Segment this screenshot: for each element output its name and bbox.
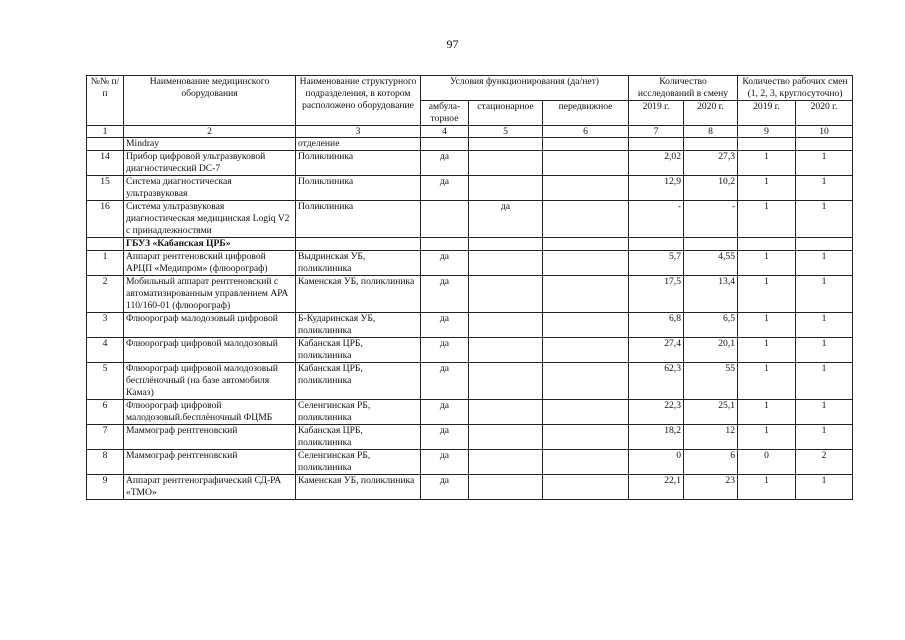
column-number: 4 [421,126,469,138]
cell-equipment: Система диагностическая ультразвуковая [124,176,296,201]
header-mobile: передвижное [543,101,629,126]
cell-num: 2 [87,276,124,313]
cell-shifts-2019: 1 [738,276,796,313]
cell-num: 7 [87,425,124,450]
cell-mobile [543,313,629,338]
cell-ambulatory: да [421,338,469,363]
cell-research-2020: 4,55 [684,251,738,276]
cell-unit: отделение [296,138,421,151]
column-number: 9 [738,126,796,138]
table-row [87,313,853,338]
cell-stationary [469,251,543,276]
cell-unit: Поликлиника [296,201,421,238]
cell-shifts-2019: 1 [738,313,796,338]
equipment-table [86,75,853,500]
cell-unit: Кабанская ЦРБ, поликлиника [296,363,421,400]
table-row [87,400,853,425]
header-shifts-2020: 2020 г. [796,101,853,126]
table-row [87,475,853,500]
table-row-continuation [87,138,853,151]
cell-num: 8 [87,450,124,475]
cell-equipment: Флюорограф цифровой малодозовый бесплёночный (на базе автомобиля Камаз) [124,363,296,400]
cell-shifts-2019: 1 [738,475,796,500]
cell-mobile [543,201,629,238]
cell-research-2020: 20,1 [684,338,738,363]
cell-research-2019: 12,9 [629,176,684,201]
cell-ambulatory: да [421,475,469,500]
table-row [87,201,853,238]
cell-shifts-2020: 1 [796,425,853,450]
header-conditions: Условия функционирования (да/нет) [421,76,629,101]
table-row [87,363,853,400]
cell-ambulatory: да [421,450,469,475]
cell-equipment: Флюорограф малодозовый цифровой [124,313,296,338]
cell-stationary: да [469,201,543,238]
cell-shifts-2020: 1 [796,201,853,238]
cell-research-2019: 5,7 [629,251,684,276]
cell-ambulatory: да [421,251,469,276]
column-number: 8 [684,126,738,138]
cell-mobile [543,151,629,176]
cell-num: 3 [87,313,124,338]
cell-unit: Селенгинская РБ, поликлиника [296,450,421,475]
cell-num: 15 [87,176,124,201]
section-row [87,238,853,251]
cell-ambulatory: да [421,313,469,338]
cell-num: 14 [87,151,124,176]
cell-equipment: Флюорограф цифровой малодозовый [124,338,296,363]
cell-shifts-2019: 1 [738,176,796,201]
cell-unit: Селенгинская РБ, поликлиника [296,400,421,425]
cell-research-2020: 23 [684,475,738,500]
cell-equipment: Маммограф рентгеновский [124,425,296,450]
cell-stationary [469,475,543,500]
cell-ambulatory: да [421,425,469,450]
cell-stationary [469,363,543,400]
table-row [87,176,853,201]
cell-unit: Поликлиника [296,176,421,201]
cell-unit: Кабанская ЦРБ, поликлиника [296,338,421,363]
cell-mobile [543,276,629,313]
cell-shifts-2019: 1 [738,338,796,363]
column-number: 1 [87,126,124,138]
cell-research-2019: 0 [629,450,684,475]
cell-equipment: Mindray [124,138,296,151]
cell-mobile [543,450,629,475]
cell-ambulatory: да [421,276,469,313]
header-ambulatory: амбула-торное [421,101,469,126]
cell-research-2020: 6,5 [684,313,738,338]
cell-shifts-2019: 1 [738,363,796,400]
cell-research-2019: 62,3 [629,363,684,400]
cell-research-2019: 2,02 [629,151,684,176]
column-number: 10 [796,126,853,138]
cell-equipment: Прибор цифровой ультразвуковой диагностический DC-7 [124,151,296,176]
cell-research-2019: 27,4 [629,338,684,363]
header-shifts-2019: 2019 г. [738,101,796,126]
cell-research-2019: 17,5 [629,276,684,313]
cell-shifts-2019: 1 [738,151,796,176]
cell-research-2020: 13,4 [684,276,738,313]
cell-equipment: Аппарат рентгеновский цифровой АРЦП «Медипром» (флюорограф) [124,251,296,276]
header-research-2019: 2019 г. [629,101,684,126]
cell-research-2019: 22,1 [629,475,684,500]
table-row [87,450,853,475]
table-row [87,338,853,363]
table-row [87,151,853,176]
column-number: 3 [296,126,421,138]
cell-shifts-2020: 1 [796,338,853,363]
cell-unit: Поликлиника [296,151,421,176]
cell-shifts-2020: 1 [796,176,853,201]
cell-ambulatory: да [421,363,469,400]
cell-equipment: Система ультразвуковая диагностическая медицинская Logiq V2 с принадлежностями [124,201,296,238]
cell-shifts-2019: 0 [738,450,796,475]
header-row [87,76,853,101]
cell-research-2020: 27,3 [684,151,738,176]
column-number: 7 [629,126,684,138]
cell-shifts-2020: 1 [796,251,853,276]
cell-num: 1 [87,251,124,276]
header-unit: Наименование структурного подразделения, в котором расположено оборудование [296,76,421,126]
cell-mobile [543,400,629,425]
cell-shifts-2020: 1 [796,151,853,176]
cell-stationary [469,400,543,425]
cell-mobile [543,338,629,363]
cell-shifts-2020: 1 [796,475,853,500]
cell-mobile [543,363,629,400]
cell-num: 9 [87,475,124,500]
cell-research-2020: 12 [684,425,738,450]
cell-research-2020: - [684,201,738,238]
header-equipment: Наименование медицинского оборудования [124,76,296,126]
cell-stationary [469,338,543,363]
cell-shifts-2020: 1 [796,400,853,425]
cell-shifts-2020: 2 [796,450,853,475]
cell-equipment: Маммограф рентгеновский [124,450,296,475]
column-number-row [87,126,853,138]
cell-unit: Выдринская УБ, поликлиника [296,251,421,276]
cell-research-2020: 10,2 [684,176,738,201]
cell-ambulatory: да [421,176,469,201]
cell-shifts-2019: 1 [738,201,796,238]
column-number: 2 [124,126,296,138]
cell-research-2020: 25,1 [684,400,738,425]
header-stationary: стационарное [469,101,543,126]
header-shifts: Количество рабочих смен (1, 2, 3, круглосуточно) [738,76,853,101]
cell-stationary [469,313,543,338]
cell-mobile [543,251,629,276]
cell-shifts-2020: 1 [796,313,853,338]
cell-shifts-2019: 1 [738,400,796,425]
cell-research-2019: 22,3 [629,400,684,425]
cell-shifts-2019: 1 [738,251,796,276]
cell-shifts-2020: 1 [796,276,853,313]
cell-num: 5 [87,363,124,400]
section-title: ГБУЗ «Кабанская ЦРБ» [124,238,296,251]
header-num: №№ п/п [87,76,124,126]
header-research-2020: 2020 г. [684,101,738,126]
cell-num [87,138,124,151]
cell-shifts-2020: 1 [796,363,853,400]
cell-num: 6 [87,400,124,425]
page-number: 97 [446,37,459,51]
cell-mobile [543,425,629,450]
cell-stationary [469,151,543,176]
table-row [87,251,853,276]
cell-num: 4 [87,338,124,363]
column-number: 6 [543,126,629,138]
cell-unit: Каменская УБ, поликлиника [296,276,421,313]
cell-equipment: Мобильный аппарат рентгеновский с автоматизированным управлением АРА 110/160-01 (флюорограф) [124,276,296,313]
column-number: 5 [469,126,543,138]
cell-mobile [543,176,629,201]
cell-stationary [469,425,543,450]
header-research: Количество исследований в смену [629,76,738,101]
table-row [87,425,853,450]
cell-ambulatory: да [421,400,469,425]
cell-unit: Б-Кударинская УБ, поликлиника [296,313,421,338]
table-row [87,276,853,313]
cell-research-2020: 6 [684,450,738,475]
cell-unit: Каменская УБ, поликлиника [296,475,421,500]
cell-stationary [469,276,543,313]
cell-research-2020: 55 [684,363,738,400]
cell-research-2019: 6,8 [629,313,684,338]
cell-research-2019: - [629,201,684,238]
cell-shifts-2019: 1 [738,425,796,450]
cell-equipment: Флюорограф цифровой малодозовый.бесплёночный ФЦМБ [124,400,296,425]
cell-mobile [543,475,629,500]
cell-research-2019: 18,2 [629,425,684,450]
cell-num: 16 [87,201,124,238]
cell-stationary [469,176,543,201]
cell-ambulatory: да [421,151,469,176]
cell-equipment: Аппарат рентгенографический СД-РА «ТМО» [124,475,296,500]
cell-unit: Кабанская ЦРБ, поликлиника [296,425,421,450]
cell-stationary [469,450,543,475]
cell-ambulatory [421,201,469,238]
